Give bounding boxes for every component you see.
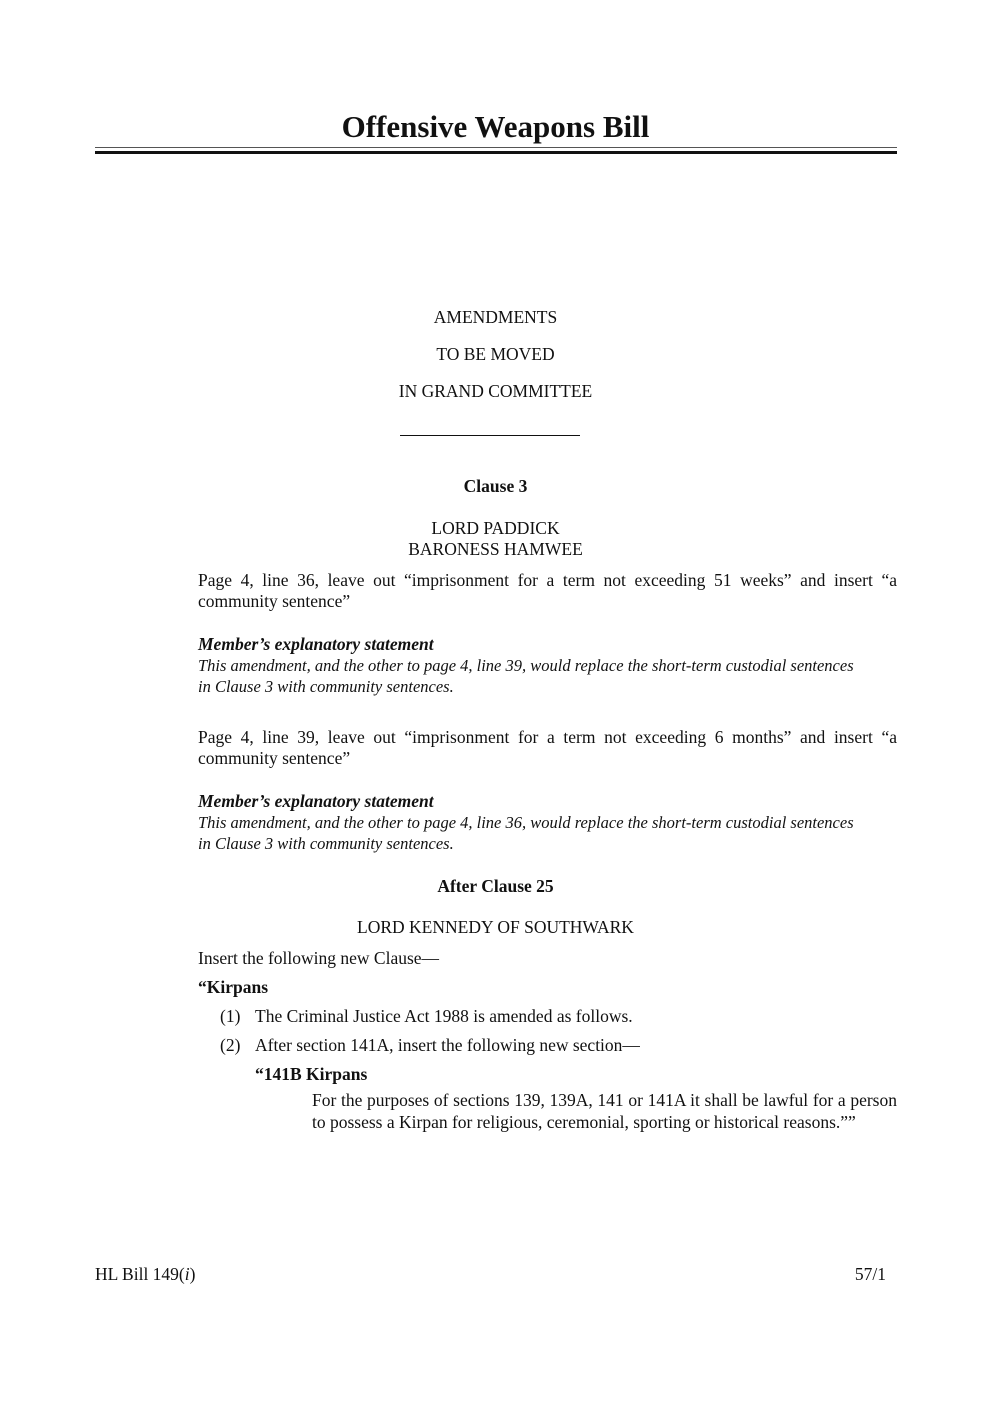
member-name: LORD KENNEDY OF SOUTHWARK bbox=[357, 917, 634, 937]
new-section-text: For the purposes of sections 139, 139A, 141 or 141A it shall be lawful for a person to possess a Kirpan for religious, ceremonial, sporting or historical reasons.”” bbox=[312, 1090, 897, 1132]
subsection-number: (2) bbox=[220, 1035, 241, 1055]
title-rule-thin bbox=[95, 147, 897, 148]
clause-heading: Clause 3 bbox=[463, 476, 528, 496]
page-number: 57/1 bbox=[854, 1264, 886, 1284]
amendment-text: Page 4, line 36, leave out “imprisonment for a term not exceeding 51 weeks” and insert “a community sentence” bbox=[198, 570, 897, 611]
clause-heading: After Clause 25 bbox=[437, 876, 554, 896]
heading-line: IN GRAND COMMITTEE bbox=[398, 381, 593, 401]
subsection-text: The Criminal Justice Act 1988 is amended as follows. bbox=[255, 1006, 633, 1026]
bill-number: HL Bill 149(i) bbox=[95, 1264, 196, 1284]
separator bbox=[400, 435, 580, 436]
explanatory-statement: This amendment, and the other to page 4, line 39, would replace the short-term custodial sentences in Clause 3 with community sentences. bbox=[198, 656, 854, 696]
heading-line: AMENDMENTS bbox=[433, 307, 558, 327]
new-clause-title: “Kirpans bbox=[198, 977, 269, 997]
title-rule-thick bbox=[95, 151, 897, 154]
explanatory-statement: This amendment, and the other to page 4, line 36, would replace the short-term custodial sentences in Clause 3 with community sentences. bbox=[198, 813, 854, 853]
subsection-text: After section 141A, insert the following new section— bbox=[255, 1035, 640, 1055]
heading-line: TO BE MOVED bbox=[436, 344, 555, 364]
member-name: BARONESS HAMWEE bbox=[408, 539, 583, 559]
subsection-number: (1) bbox=[220, 1006, 241, 1026]
amendment-intro: Insert the following new Clause— bbox=[198, 948, 440, 968]
statement-label: Member’s explanatory statement bbox=[198, 791, 434, 811]
bill-title: Offensive Weapons Bill bbox=[341, 109, 650, 144]
statement-label: Member’s explanatory statement bbox=[198, 634, 434, 654]
amendment-text: Page 4, line 39, leave out “imprisonment for a term not exceeding 6 months” and insert “a community sentence” bbox=[198, 727, 897, 768]
new-section-title: “141B Kirpans bbox=[255, 1064, 368, 1084]
member-name: LORD PADDICK bbox=[431, 518, 560, 538]
